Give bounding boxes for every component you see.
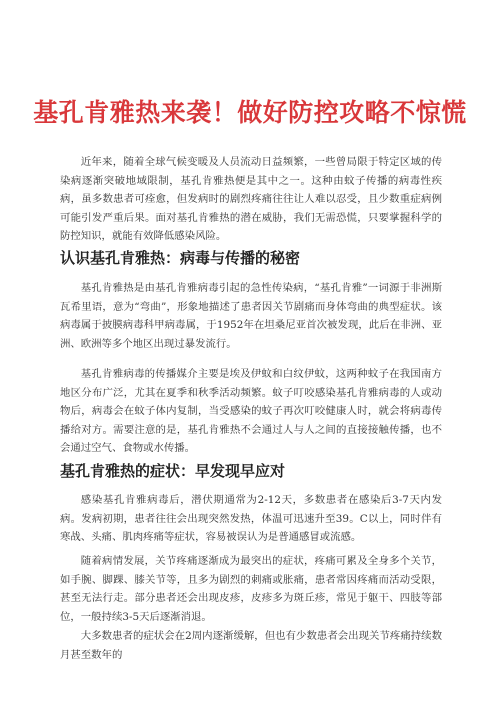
section-heading-understanding: 认识基孔肯雅热：病毒与传播的秘密: [60, 249, 301, 267]
section2-paragraph-1: 感染基孔肯雅病毒后，潜伏期通常为2-12天，多数患者在感染后3-7天内发病。发病初期，患者往往会出现突然发热，体温可迅速升至39。C以上，同时伴有寒战、头痛、肌肉疼痛等症状，容易被误认为是普通感冒或流感。: [60, 494, 442, 544]
section1-paragraph-2: 基孔肯雅病毒的传播媒介主要是埃及伊蚊和白纹伊蚊，这两种蚊子在我国南方地区分布广泛，尤其在夏季和秋季活动频繁。蚊子叮咬感染基孔肯雅病毒的人或动物后，病毒会在蚊子体内复制，当受感染的蚊子再次叮咬健康人时，就会将病毒传播给对方。需要注意的是，基孔肯雅热不会通过人与人之间的直接接触传播，也不会通过空气、食物或水传播。: [60, 368, 442, 455]
section1-paragraph-1: 基孔肯雅热是由基孔肯雅病毒引起的急性传染病，“基孔肯雅”一词源于非洲斯瓦希里语，意为“弯曲”，形象地描述了患者因关节剧痛而身体弯曲的典型症状。该病毒属于披膜病毒科甲病毒属，于1952年在坦桑尼亚首次被发现，此后在非洲、亚洲、欧洲等多个地区出现过暴发流行。: [60, 282, 442, 350]
intro-paragraph: 近年来，随着全球气候变暖及人员流动日益频繁，一些曾局限于特定区域的传染病逐渐突破地域限制，基孔肯雅热便是其中之一。这种由蚊子传播的病毒性疾病，虽多数患者可痊愈，但发病时的剧烈疼痛往往让人难以忍受，且少数重症病例可能引发严重后果。面对基孔肯雅热的潜在威胁，我们无需恐慌，只要掌握科学的防控知识，就能有效降低感染风险。: [60, 156, 442, 243]
section2-paragraph-3: 大多数患者的症状会在2周内逐渐缓解，但也有少数患者会出现关节疼痛持续数月甚至数年的: [60, 630, 442, 661]
section2-paragraph-2: 随着病情发展，关节疼痛逐渐成为最突出的症状，疼痛可累及全身多个关节，如手腕、脚踝、膝关节等，且多为剧烈的刺痛或胀痛，患者常因疼痛而活动受限，甚至无法行走。部分患者还会出现皮疹，皮疹多为斑丘疹，常见于躯干、四肢等部位，一般持续3-5天后逐渐消退。: [60, 555, 442, 623]
section-heading-symptoms: 基孔肯雅热的症状：早发现早应对: [60, 462, 286, 480]
article-title: 基孔肯雅热来袭！做好防控攻略不惊慌: [33, 97, 467, 127]
